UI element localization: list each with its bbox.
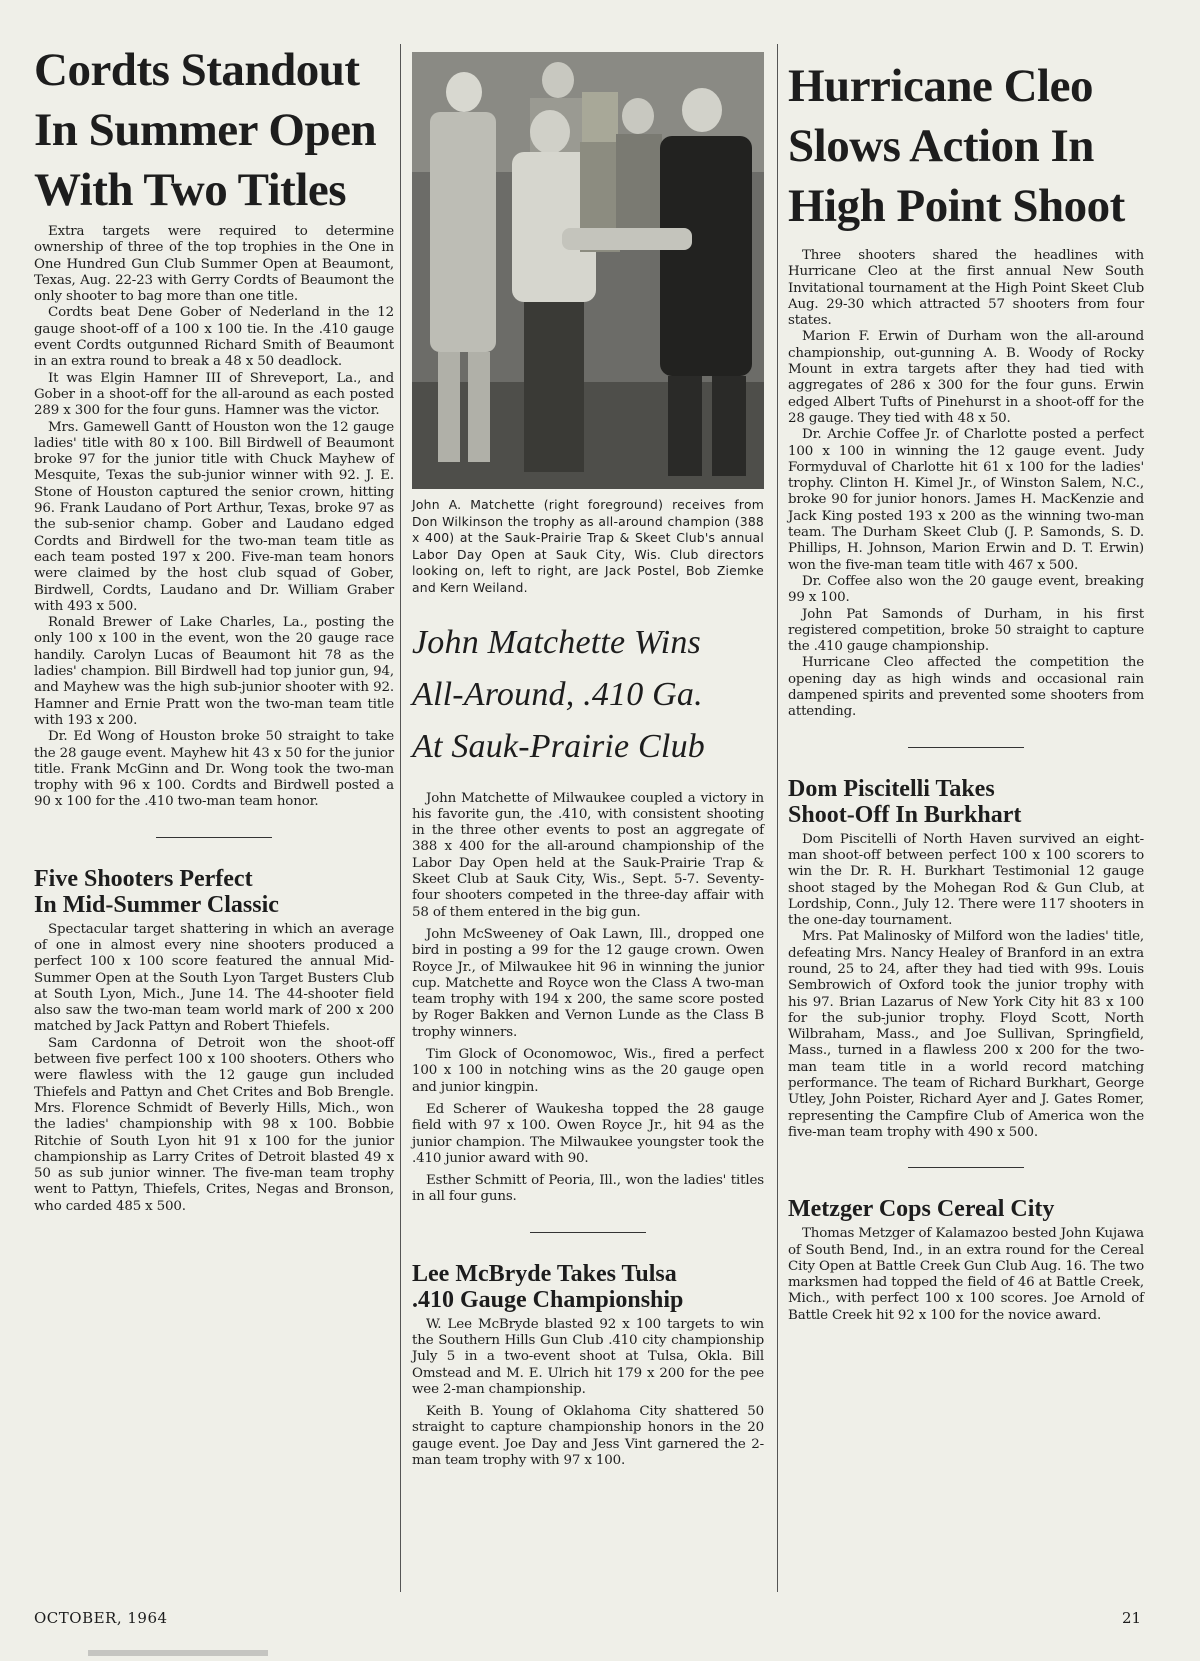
subheadline xyxy=(788,776,1144,828)
paragraph: Dr. Ed Wong of Houston broke 50 straight to take the 28 gauge event. Mayhew hit 43 x 50 for the junior title. Frank McGinn and Dr. Wong took the two-man trophy with 96 x 100. Cordts and Birdwell posted a 90 x 100 for the .410 two-man team honor. xyxy=(34,729,394,810)
article-mcbryde xyxy=(412,1261,764,1470)
scan-edge-mark xyxy=(88,1650,268,1656)
paragraph: John Pat Samonds of Durham, in his first registered competition, broke 50 straight to capture the .410 gauge championship. xyxy=(788,606,1144,655)
column-rule xyxy=(777,44,778,1592)
headline-line: In Summer Open xyxy=(34,104,377,156)
column-right xyxy=(788,56,1144,1324)
section-divider xyxy=(908,1167,1024,1168)
paragraph: Spectacular target shattering in which an average of one in almost every nine shooters produced a perfect 100 x 100 score featured the annual Mid-Summer Open at the South Lyon Target Busters Club at South Lyon, Mich., June 14. The 44-shooter field also saw the two-man team world mark of 200 x 200 matched by Jack Pattyn and Robert Thiefels. xyxy=(34,921,394,1035)
paragraph: John Matchette of Milwaukee coupled a victory in his favorite gun, the .410, with consistent shooting in the three other events to post an aggregate of 388 x 400 for the all-around championship of the Labor Day Open held at the Sauk-Prairie Trap & Skeet Club at Sauk City, Wis., Sept. 5-7. Seventy-four shooters competed in the three-day affair with 58 of them entered in the big gun. xyxy=(412,790,764,920)
headline-line: John Matchette Wins xyxy=(412,623,701,661)
headline-line: Shoot-Off In Burkhart xyxy=(788,801,1022,828)
headline-line: .410 Gauge Championship xyxy=(412,1286,684,1313)
headline-line: Metzger Cops Cereal City xyxy=(788,1196,1055,1223)
article-piscitelli xyxy=(788,776,1144,1142)
section-divider xyxy=(908,747,1024,748)
paragraph: Esther Schmitt of Peoria, Ill., won the ladies' titles in all four guns. xyxy=(412,1173,764,1205)
headline-line: Lee McBryde Takes Tulsa xyxy=(412,1260,677,1287)
subheadline xyxy=(34,866,394,918)
paragraph: Hurricane Cleo affected the competition the opening day as high winds and occasional rain dampened spirits and prevented some shooters from attending. xyxy=(788,655,1144,720)
headline-line: All-Around, .410 Ga. xyxy=(412,675,703,713)
paragraph: Ed Scherer of Waukesha topped the 28 gauge field with 97 x 100. Owen Royce Jr., hit 94 as the junior champion. The Milwaukee youngster took the .410 junior award with 90. xyxy=(412,1101,764,1166)
paragraph: Cordts beat Dene Gober of Nederland in the 12 gauge shoot-off of a 100 x 100 tie. In the .410 gauge event Cordts outgunned Richard Smith of Beaumont in an extra round to break a 48 x 50 deadlock. xyxy=(34,305,394,370)
paragraph: Marion F. Erwin of Durham won the all-around championship, out-gunning A. B. Woody of Rocky Mount in extra targets after they had tied with aggregates of 286 x 300 for the four guns. Erwin edged Albert Tufts of Pinehurst in a shoot-off for the 28 gauge. They tied with 48 x 50. xyxy=(788,329,1144,426)
subheadline xyxy=(788,1196,1144,1222)
paragraph: Dr. Coffee also won the 20 gauge event, breaking 99 x 100. xyxy=(788,573,1144,606)
column-left xyxy=(34,40,394,1215)
column-center xyxy=(412,52,764,1469)
section-divider xyxy=(530,1232,646,1233)
headline-line: Five Shooters Perfect xyxy=(34,865,253,892)
subheadline xyxy=(412,1261,764,1313)
article-mid-summer xyxy=(34,866,394,1215)
headline-line: Slows Action In xyxy=(788,120,1094,172)
headline-line: Dom Piscitelli Takes xyxy=(788,775,995,802)
paragraph: Extra targets were required to determine ownership of three of the top trophies in the One in One Hundred Gun Club Summer Open at Beaumont, Texas, Aug. 22-23 with Gerry Cordts of Beaumont the only shooter to bag more than one title. xyxy=(34,224,394,305)
photo-caption: John A. Matchette (right foreground) receives from Don Wilkinson the trophy as all-around champion (388 x 400) at the Sauk-Prairie Trap & Skeet Club's annual Labor Day Open at Sauk City, Wis. Club directors looking on, left to right, are Jack Postel, Bob Ziemke and Kern Weiland. xyxy=(412,497,764,595)
paragraph: Dr. Archie Coffee Jr. of Charlotte posted a perfect 100 x 100 in winning the 12 gauge event. Judy Formyduval of Charlotte hit 61 x 100 for the ladies' trophy. Clinton H. Kimel Jr., of Winston Salem, N.C., broke 90 for junior honors. James H. MacKenzie and Jack King posted 193 x 200 as the winning two-man team. The Durham Skeet Club (J. P. Samonds, S. D. Phillips, H. Johnson, Marion Erwin and D. T. Erwin) won the five-man team title with 467 x 500. xyxy=(788,427,1144,573)
paragraph: Mrs. Pat Malinosky of Milford won the ladies' title, defeating Mrs. Nancy Healey of Branford in an extra round, 25 to 24, after they had tied with 99s. Louis Sembrowich of Oxford took the junior trophy with his 97. Brian Lazarus of New York City hit 83 x 100 for the sub-junior trophy. Floyd Scott, North Wilbraham, Mass., and Joe Sullivan, Springfield, Mass., turned in a flawless 200 x 200 for the two-man team title in a world record matching performance. The team of Richard Burkhart, George Utley, John Poister, Richard Ayer and J. Gates Romer, representing the Campfire Club of America won the five-man team trophy with 490 x 500. xyxy=(788,929,1144,1140)
headline-line: At Sauk-Prairie Club xyxy=(412,727,705,765)
paragraph: Dom Piscitelli of North Haven survived an eight-man shoot-off between perfect 100 x 100 scorers to win the Dr. R. H. Burkhart Testimonial 12 gauge shoot staged by the Mohegan Rod & Gun Club, at Lordship, Conn., July 12. There were 117 shooters in the one-day tournament. xyxy=(788,831,1144,929)
headline-line: Cordts Standout xyxy=(34,44,360,96)
paragraph: It was Elgin Hamner III of Shreveport, La., and Gober in a shoot-off for the all-around as each posted 289 x 300 for the four guns. Hamner was the victor. xyxy=(34,370,394,419)
issue-date: OCTOBER, 1964 xyxy=(34,1609,168,1627)
column-rule xyxy=(400,44,401,1592)
paragraph: Tim Glock of Oconomowoc, Wis., fired a perfect 100 x 100 in notching wins as the 20 gauge open and junior kingpin. xyxy=(412,1047,764,1095)
paragraph: Keith B. Young of Oklahoma City shattered 50 straight to capture championship honors in the 20 gauge event. Joe Day and Jess Vint garnered the 2-man team trophy with 97 x 100. xyxy=(412,1404,764,1469)
headline-line: High Point Shoot xyxy=(788,180,1125,232)
page-number: 21 xyxy=(1122,1609,1142,1627)
headline xyxy=(788,56,1144,236)
article-hurricane-cleo xyxy=(788,56,1144,721)
photo-illustration xyxy=(412,52,764,489)
paragraph: John McSweeney of Oak Lawn, Ill., dropped one bird in posting a 99 for the 12 gauge crown. Owen Royce Jr., of Milwaukee hit 96 in winning the junior cup. Matchette and Royce won the Class A two-man team trophy with 194 x 200, the same score posted by Roger Bakken and Vernon Lunde as the Class B trophy winners. xyxy=(412,926,764,1040)
headline xyxy=(34,40,394,220)
paragraph: W. Lee McBryde blasted 92 x 100 targets to win the Southern Hills Gun Club .410 city championship July 5 in a two-event shoot at Tulsa, Okla. Bill Omstead and M. E. Ulrich hit 179 x 200 for the pee wee 2-man championship. xyxy=(412,1316,764,1397)
section-divider xyxy=(156,837,272,838)
headline-line: Hurricane Cleo xyxy=(788,60,1093,112)
article-metzger xyxy=(788,1196,1144,1324)
paragraph: Thomas Metzger of Kalamazoo bested John Kujawa of South Bend, Ind., in an extra round for the Cereal City Open at Battle Creek Gun Club Aug. 16. The two marksmen had topped the field of 46 at Battle Creek, Mich., with perfect 100 x 100 scores. Joe Arnold of Battle Creek hit 92 x 100 for the novice award. xyxy=(788,1226,1144,1323)
headline-line: With Two Titles xyxy=(34,164,347,216)
article-matchette xyxy=(412,617,764,1206)
trophy-photo xyxy=(412,52,764,489)
paragraph: Ronald Brewer of Lake Charles, La., posting the only 100 x 100 in the event, won the 20 gauge race handily. Carolyn Lucas of Beaumont hit 78 as the ladies' champion. Bill Birdwell had top junior gun, 94, and Mayhew was the high sub-junior shooter with 92. Hamner and Ernie Pratt won the two-man team title with 193 x 200. xyxy=(34,615,394,728)
paragraph: Mrs. Gamewell Gantt of Houston won the 12 gauge ladies' title with 80 x 100. Bill Birdwell of Beaumont broke 97 for the junior title with Chuck Mayhew of Mesquite, Texas the sub-junior winner with 92. J. E. Stone of Houston captured the senior crown, hitting 96. Frank Laudano of Port Arthur, Texas, broke 97 as the sub-senior champ. Gober and Laudano edged Cordts and Birdwell for the two-man team title as each team posted 197 x 200. Five-man team honors were claimed by the host club squad of Gober, Birdwell, Cordts, Laudano and Dr. William Graber with 493 x 500. xyxy=(34,419,394,614)
article-cordts xyxy=(34,40,394,811)
paragraph: Sam Cardonna of Detroit won the shoot-off between five perfect 100 x 100 shooters. Others who were flawless with the 12 gauge gun included Thiefels and Pattyn and Chet Crites and Bob Brengle. Mrs. Florence Schmidt of Beverly Hills, Mich., won the ladies' championship with 98 x 100. Bobbie Ritchie of South Lyon hit 91 x 100 for the junior championship as Larry Crites of Detroit blasted 49 x 50 as sub junior winner. The five-man team trophy went to Pattyn, Thiefels, Crites, Negas and Bronson, who carded 485 x 500. xyxy=(34,1035,394,1214)
headline-line: In Mid-Summer Classic xyxy=(34,891,279,918)
paragraph: Three shooters shared the headlines with Hurricane Cleo at the first annual New South Invitational tournament at the High Point Skeet Club Aug. 29-30 which attracted 57 shooters from four states. xyxy=(788,248,1144,329)
headline xyxy=(412,617,764,773)
